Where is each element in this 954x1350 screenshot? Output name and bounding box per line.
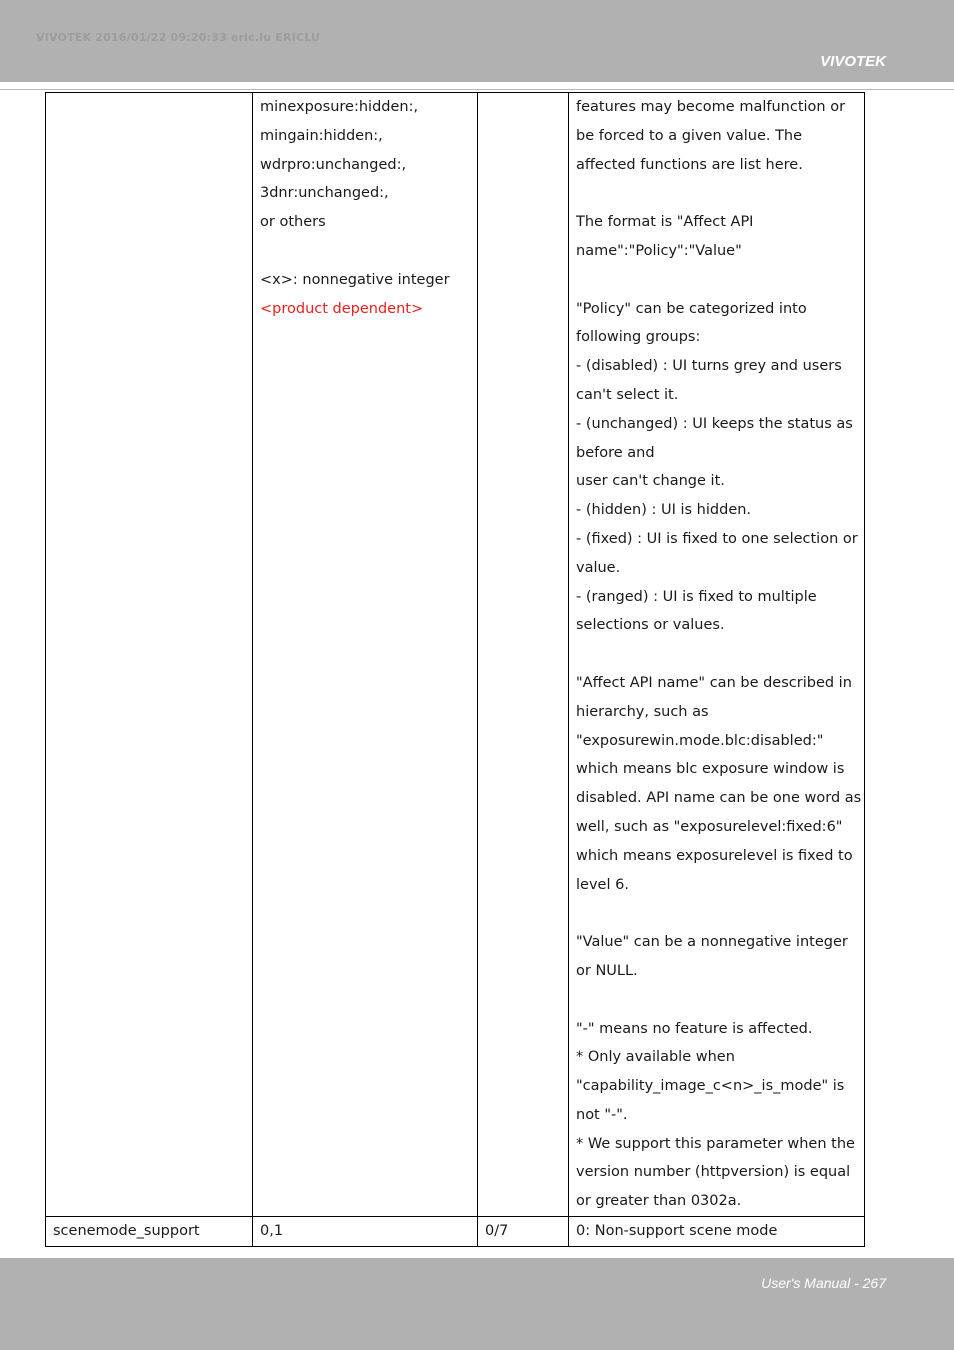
parameter-table (45, 92, 865, 1247)
page-number: User's Manual - 267 (761, 1275, 886, 1291)
blank-line (576, 179, 860, 208)
text-line: not "-". (576, 1106, 628, 1123)
text-line: - (fixed) : UI is fixed to one selection or (576, 530, 858, 547)
security-cell (478, 93, 569, 1217)
text-line: disabled. API name can be one word as (576, 790, 862, 807)
text-line: before and (576, 444, 655, 461)
text-line: "capability_image_c<n>_is_mode" is (576, 1078, 845, 1095)
text-line: "Value" can be a nonnegative integer (576, 934, 848, 951)
blank-line (260, 237, 473, 266)
text-line: be forced to a given value. The (576, 127, 803, 144)
text-line: 3dnr:unchanged:, (260, 185, 389, 202)
text-line: user can't change it. (576, 473, 725, 490)
table-row (46, 1217, 865, 1247)
text-line: which means blc exposure window is (576, 761, 845, 778)
header-divider (0, 89, 954, 90)
value-cell: 0,1 (253, 1217, 478, 1247)
watermark-text: VIVOTEK 2016/01/22 09:20:33 eric.lu ERICLU (36, 31, 321, 44)
parameter-name-cell: scenemode_support (46, 1217, 253, 1247)
text-line: wdrpro:unchanged:, (260, 156, 407, 173)
page-footer (0, 1258, 954, 1350)
text-line: - (hidden) : UI is hidden. (576, 502, 752, 519)
text-line: - (ranged) : UI is fixed to multiple (576, 588, 817, 605)
value-lines (260, 93, 473, 295)
text-line: "Policy" can be categorized into (576, 300, 807, 317)
text-line: value. (576, 559, 621, 576)
text-line: minexposure:hidden:, (260, 99, 419, 115)
text-line: "-" means no feature is affected. (576, 1020, 813, 1037)
text-line: well, such as "exposurelevel:fixed:6" (576, 818, 843, 835)
blank-line (576, 986, 860, 1015)
text-line: hierarchy, such as (576, 703, 709, 720)
text-line: - (disabled) : UI turns grey and users (576, 358, 842, 375)
text-line: name":"Policy":"Value" (576, 242, 742, 259)
text-line: or greater than 0302a. (576, 1193, 742, 1210)
text-line: features may become malfunction or (576, 99, 846, 115)
description-cell: 0: Non-support scene mode (569, 1217, 865, 1247)
blank-line (576, 266, 860, 295)
text-line: "exposurewin.mode.blc:disabled:" (576, 732, 824, 749)
text-line: mingain:hidden:, (260, 127, 383, 144)
text-line: The format is "Affect API (576, 214, 754, 231)
text-line: * We support this parameter when the (576, 1135, 855, 1152)
text-line: following groups: (576, 329, 701, 346)
parameter-name-cell (46, 93, 253, 1217)
text-line: * Only available when (576, 1049, 735, 1066)
text-line: version number (httpversion) is equal (576, 1164, 851, 1181)
brand-logo-text: VIVOTEK (820, 53, 886, 70)
security-cell: 0/7 (478, 1217, 569, 1247)
text-line: or NULL. (576, 962, 638, 979)
blank-line (576, 640, 860, 669)
description-lines (576, 93, 860, 1216)
text-line: level 6. (576, 876, 629, 893)
text-line: affected functions are list here. (576, 156, 803, 173)
text-line: "Affect API name" can be described in (576, 674, 852, 691)
text-line: selections or values. (576, 617, 725, 634)
page-header (0, 0, 954, 82)
text-line: which means exposurelevel is fixed to (576, 847, 853, 864)
product-dependent-note: <product dependent> (260, 300, 424, 317)
text-line: or others (260, 214, 326, 231)
value-cell (253, 93, 478, 1217)
blank-line (576, 899, 860, 928)
description-cell (569, 93, 865, 1217)
table-row (46, 93, 865, 1217)
text-line: <x>: nonnegative integer (260, 271, 450, 288)
text-line: - (unchanged) : UI keeps the status as (576, 415, 853, 432)
text-line: can't select it. (576, 386, 679, 403)
